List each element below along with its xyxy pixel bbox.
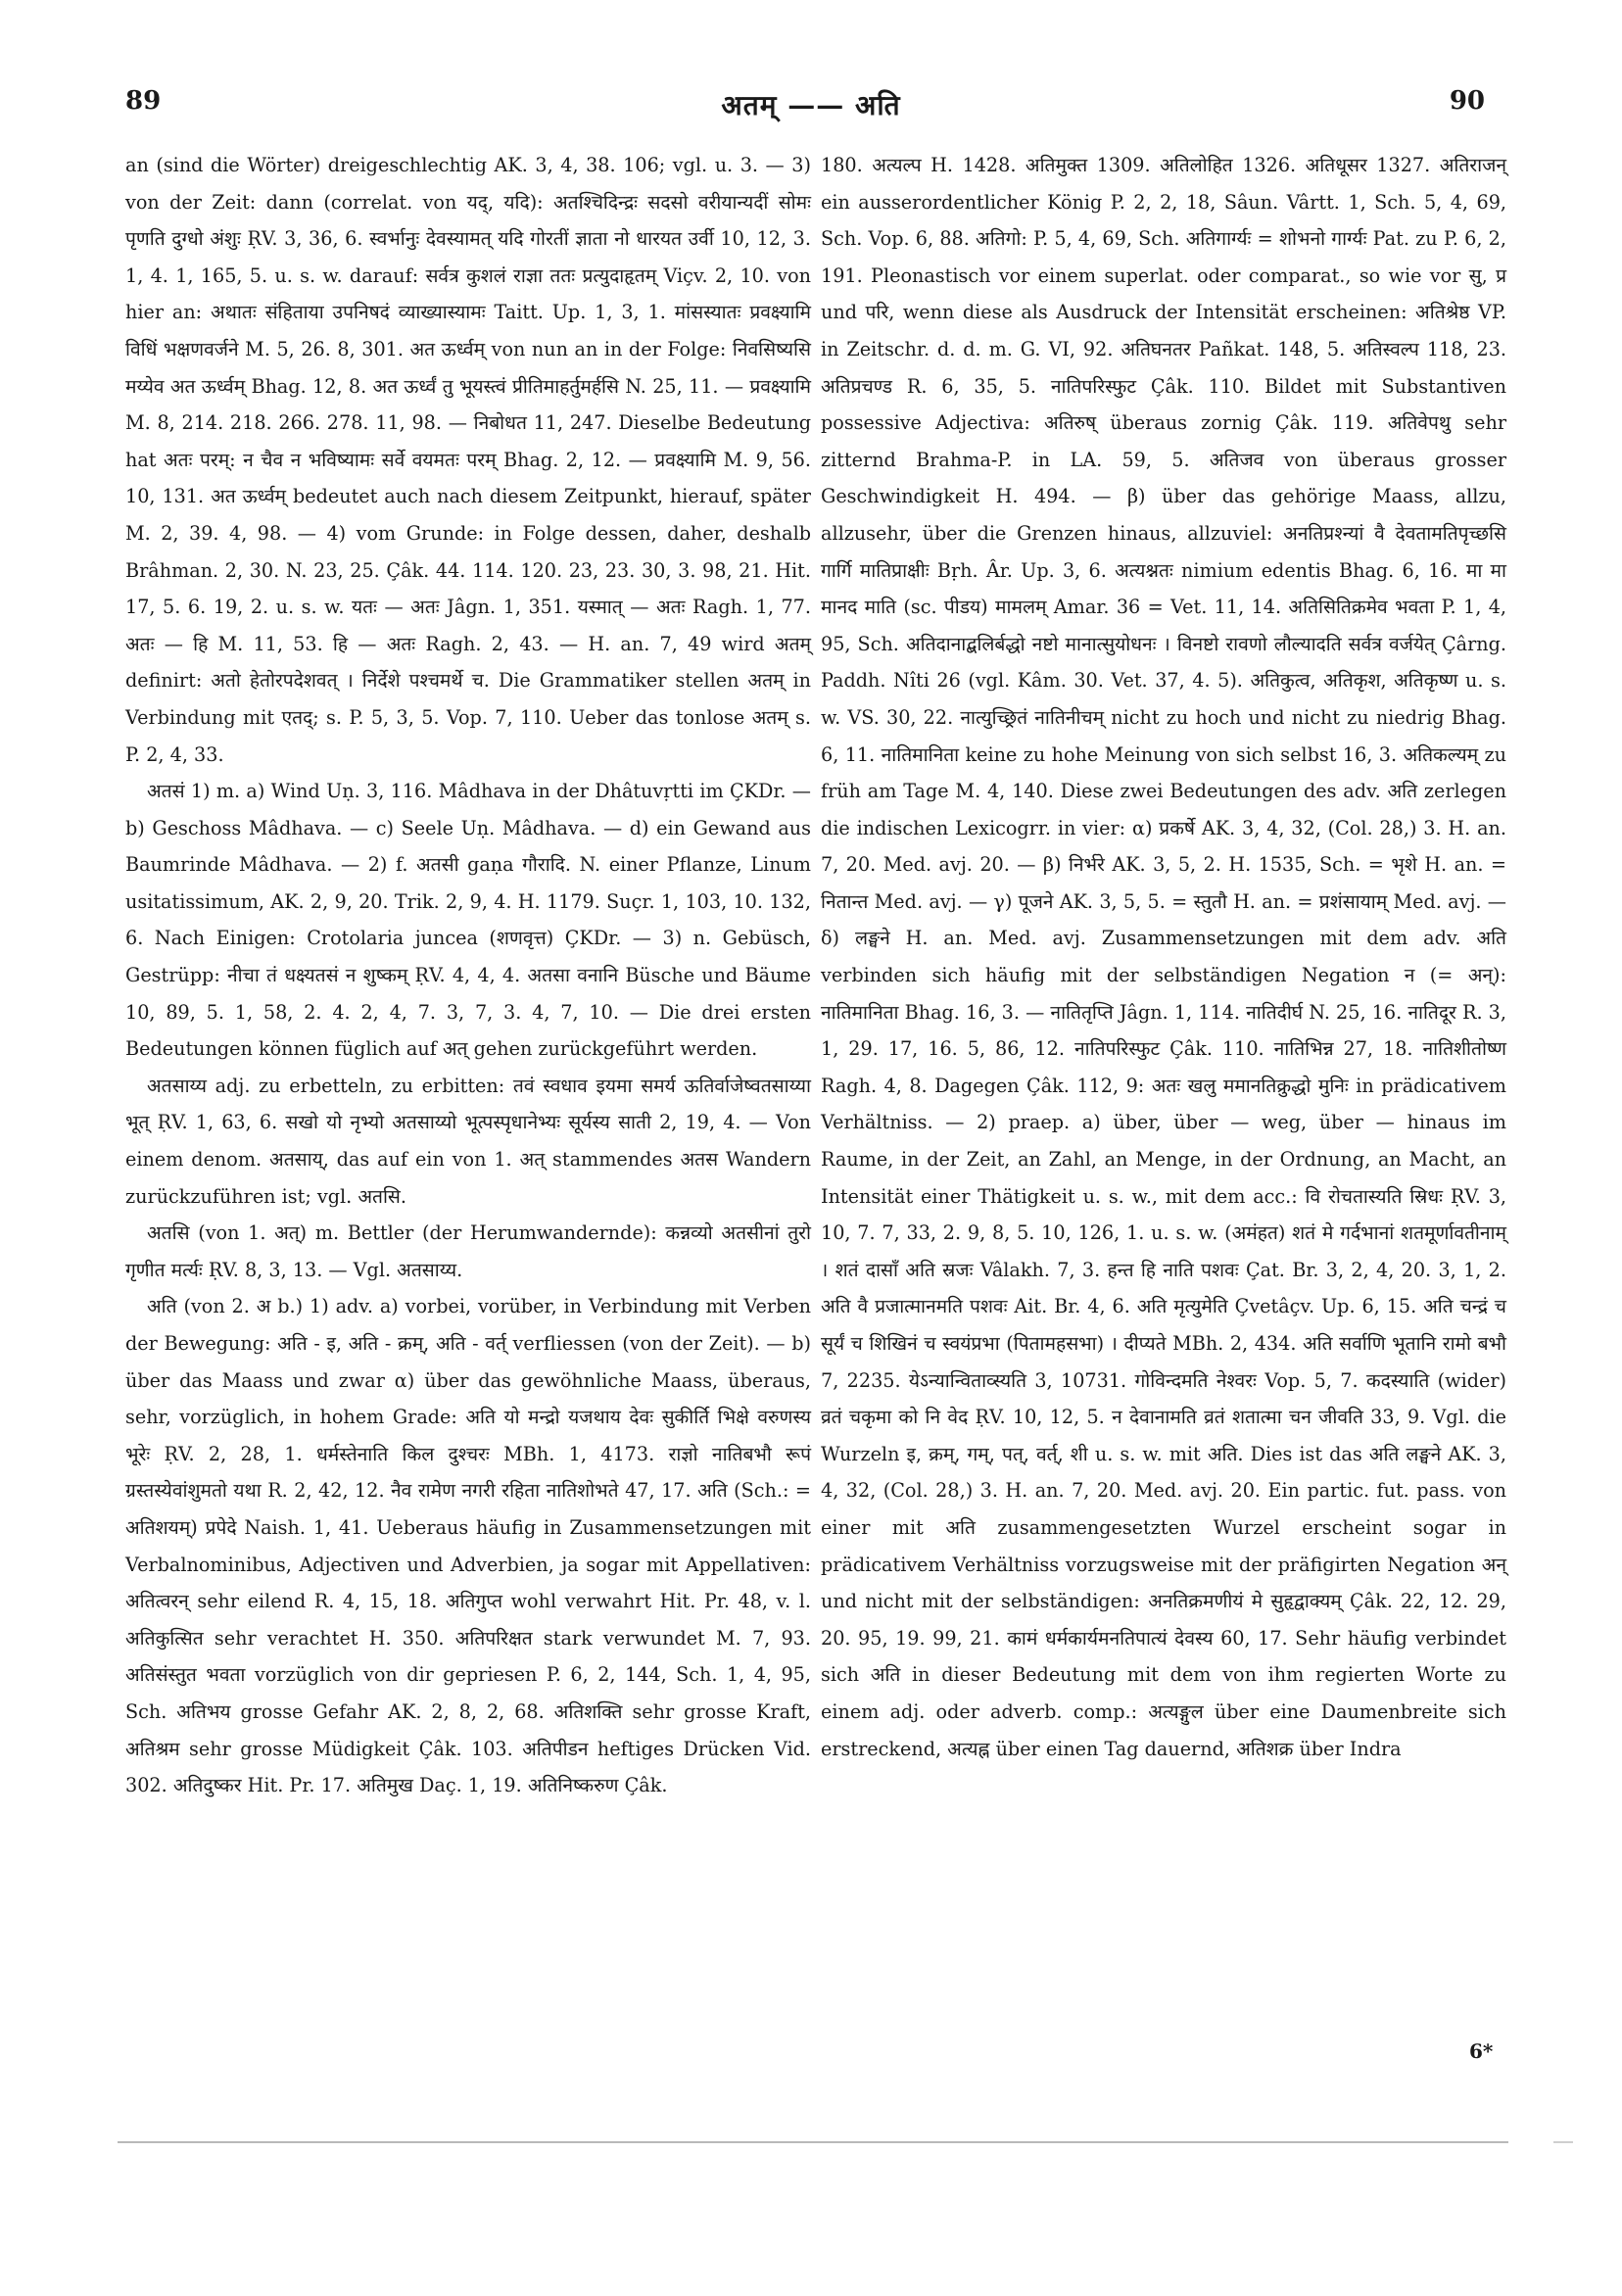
left-entry-ati: अति (von 2. अ b.) 1) adv. a) vorbei, vorüber, in Verbindung mit Verben der Bewegung: अति - इ, अति - क्रम्, अति - वर्त् verfliessen (von der Zeit). — b) über das Maass und zwar α) über das gewöhnliche Maass, überaus, sehr, vorzüglich, in hohem Grade: अति यो मन्द्रो यजथाय देवः सुकीर्ति भिक्षे वरुणस्य भूरेः ṚV. 2, 28, 1. धर्मस्तेनाति किल दुश्चरः MBh. 1, 4173. राज्ञो नातिबभौ रूपं ग्रस्तस्येवांशुमतो यथा R. 2, 42, 12. नैव रामेण नगरी रहिता नातिशोभते 47, 17. अति (Sch.: = अतिशयम्) प्रपेदे Naish. 1, 41. Ueberaus häufig in Zusammensetzungen mit Verbalnominibus, Adjectiven und Adverbien, ja sogar mit Appellativen: अतित्वरन् sehr eilend R. 4, 15, 18. अतिगुप्त wohl verwahrt Hit. Pr. 48, v. l. अतिकुत्सित sehr verachtet H. 350. अतिपरिक्षत stark verwundet M. 7, 93. अतिसंस्तुत भवता vorzüglich von dir gepriesen P. 6, 2, 144, Sch. 1, 4, 95, Sch. अतिभय grosse Gefahr AK. 2, 8, 2, 68. अतिशक्ति sehr grosse Kraft, अतिश्रम sehr grosse Müdigkeit Çâk. 103. अतिपीडन heftiges Drücken Vid. 302. अतिदुष्कर Hit. Pr. 17. अतिमुख Daç. 1, 19. अतिनिष्करुण Çâk.	[125, 1295, 811, 1797]
bottom-rule-fragment	[1553, 2141, 1573, 2143]
left-entry-continuation: an (sind die Wörter) dreigeschlechtig AK. 3, 4, 38. 106; vgl. u. 3. — 3) von der Zeit: dann (correlat. von यद्, यदि): अतश्चिदिन्द्रः सदसो वरीयान्यदीं सोमः पृणति दुग्धो अंशुः ṚV. 3, 36, 6. स्वर्भानुः देवस्यामत् यदि गोरतीं ज्ञाता नो धारयत उर्वी 10, 12, 3. 1, 4. 1, 165, 5. u. s. w. darauf: सर्वत्र कुशलं राज्ञा ततः प्रत्युदाहृतम् Viçv. 2, 10. von hier an: अथातः संहिताया उपनिषदं व्याख्यास्यामः Taitt. Up. 1, 3, 1. मांसस्यातः प्रवक्ष्यामि विधिं भक्षणवर्जने M. 5, 26. 8, 301. अत ऊर्ध्वम् von nun an in der Folge: निवसिष्यसि मय्येव अत ऊर्ध्वम् Bhag. 12, 8. अत ऊर्ध्वं तु भूयस्त्वं प्रीतिमाहर्तुमर्हसि N. 25, 11. — प्रवक्ष्यामि M. 8, 214. 218. 266. 278. 11, 98. — निबोधत 11, 247. Dieselbe Bedeutung hat अतः परम्: न चैव न भविष्यामः सर्वे वयमतः परम् Bhag. 2, 12. — प्रवक्ष्यामि M. 9, 56. 10, 131. अत ऊर्ध्वम् bedeutet auch nach diesem Zeitpunkt, hierauf, später M. 2, 39. 4, 98. — 4) vom Grunde: in Folge dessen, daher, deshalb Brâhman. 2, 30. N. 23, 25. Çâk. 44. 114. 120. 23, 23. 30, 3. 98, 21. Hit. 17, 5. 6. 19, 2. u. s. w. यतः — अतः Jâgn. 1, 351. यस्मात् — अतः Ragh. 1, 77. अतः — हि M. 11, 53. हि — अतः Ragh. 2, 43. — H. an. 7, 49 wird अतम् definirt: अतो हेतोरपदेशवत् । निर्देशे पश्चमर्थे च. Die Grammatiker stellen अतम् in Verbindung mit एतद्; s. P. 5, 3, 5. Vop. 7, 110. Ueber das tonlose अतम् s. P. 2, 4, 33.	[125, 154, 811, 766]
left-entry-atasa: अतसं 1) m. a) Wind Uṇ. 3, 116. Mâdhava in der Dhâtuvṛtti im ÇKDr. — b) Geschoss Mâdhava. — c) Seele Uṇ. Mâdhava. — d) ein Gewand aus Baumrinde Mâdhava. — 2) f. अतसी gaṇa गौरादि. N. einer Pflanze, Linum usitatissimum, AK. 2, 9, 20. Trik. 2, 9, 4. H. 1179. Suçr. 1, 103, 10. 132, 6. Nach Einigen: Crotolaria juncea (शणवृत्त) ÇKDr. — 3) n. Gebüsch, Gestrüpp: नीचा तं धक्ष्यतसं न शुष्कम् ṚV. 4, 4, 4. अतसा वनानि Büsche und Bäume 10, 89, 5. 1, 58, 2. 4. 2, 4, 7. 3, 7, 3. 4, 7, 10. — Die drei ersten Bedeutungen können füglich auf अत् gehen zurückgeführt werden.	[125, 780, 811, 1061]
left-entry-atasi: अतसि (von 1. अत्) m. Bettler (der Herumwandernde): कन्नव्यो अतसीनां तुरो गृणीत मर्त्यः ṚV. 8, 3, 13. — Vgl. अतसाय्य.	[125, 1221, 811, 1281]
page-number-left: 89	[125, 86, 162, 116]
left-entry-atasayya: अतसाय्य adj. zu erbetteln, zu erbitten: तवं स्वधाव इयमा समर्य ऊतिर्वाजेष्वतसाय्या भूत् ṚV. 1, 63, 6. सखो यो नृभ्यो अतसाय्यो भूत्पस्पृधानेभ्यः सूर्यस्य साती 2, 19, 4. — Von einem denom. अतसाय्, das auf ein von 1. अत् stammendes अतस Wandern zurückzuführen ist; vgl. अतसि.	[125, 1074, 811, 1208]
running-headword: अतम् —— अति	[721, 89, 901, 121]
bottom-rule	[118, 2141, 1508, 2143]
right-column	[821, 147, 1506, 1767]
page-number-right: 90	[1449, 86, 1485, 116]
running-header	[0, 86, 1622, 125]
signature-mark: 6*	[1469, 2039, 1494, 2063]
left-column	[125, 147, 811, 1804]
right-entry-ati-continued: 180. अत्यल्प H. 1428. अतिमुक्त 1309. अतिलोहित 1326. अतिधूसर 1327. अतिराजन् ein ausserordentlicher König P. 2, 2, 18, Sâun. Vârtt. 1, Sch. 5, 4, 69, Sch. Vop. 6, 88. अतिगो: P. 5, 4, 69, Sch. अतिगार्ग्यः = शोभनो गार्ग्यः Pat. zu P. 6, 2, 191. Pleonastisch vor einem superlat. oder comparat., so wie vor सु, प्र und परि, wenn diese als Ausdruck der Intensität erscheinen: अतिश्रेष्ठ VP. in Zeitschr. d. d. m. G. VI, 92. अतिघनतर Pañkat. 148, 5. अतिस्वल्प 118, 23. अतिप्रचण्ड R. 6, 35, 5. नातिपरिस्फुट Çâk. 110. Bildet mit Substantiven possessive Adjectiva: अतिरुष् überaus zornig Çâk. 119. अतिवेपथु sehr zitternd Brahma-P. in LA. 59, 5. अतिजव von überaus grosser Geschwindigkeit H. 494. — β) über das gehörige Maass, allzu, allzusehr, über die Grenzen hinaus, allzuviel: अनतिप्रश्न्यां वै देवतामतिपृच्छसि गार्गि मातिप्राक्षीः Bṛh. Âr. Up. 3, 6. अत्यश्नतः nimium edentis Bhag. 6, 16. मा मा मानद माति (sc. पीडय) मामलम् Amar. 36 = Vet. 11, 14. अतिसितिक्रमेव भवता P. 1, 4, 95, Sch. अतिदानाद्बलिर्बद्धो नष्टो मानात्सुयोधनः । विनष्टो रावणो लौल्यादति सर्वत्र वर्जयेत् Çârng. Paddh. Nîti 26 (vgl. Kâm. 30. Vet. 37, 4. 5). अतिकुत्व, अतिकृश, अतिकृष्ण u. s. w. VS. 30, 22. नात्युच्छ्रितं नातिनीचम् nicht zu hoch und nicht zu niedrig Bhag. 6, 11. नातिमानिता keine zu hohe Meinung von sich selbst 16, 3. अतिकल्यम् zu früh am Tage M. 4, 140. Diese zwei Bedeutungen des adv. अति zerlegen die indischen Lexicogrr. in vier: α) प्रकर्षे AK. 3, 4, 32, (Col. 28,) 3. H. an. 7, 20. Med. avj. 20. — β) निर्भरे AK. 3, 5, 2. H. 1535, Sch. = भृशे H. an. = नितान्त Med. avj. — γ) पूजने AK. 3, 5, 5. = स्तुतौ H. an. = प्रशंसायाम् Med. avj. — δ) लङ्घने H. an. Med. avj. Zusammensetzungen mit dem adv. अति verbinden sich häufig mit der selbständigen Negation न (= अन्): नातिमानिता Bhag. 16, 3. — नातितृप्ति Jâgn. 1, 114. नातिदीर्घ N. 25, 16. नातिदूर R. 3, 1, 29. 17, 16. 5, 86, 12. नातिपरिस्फुट Çâk. 110. नातिभिन्न 27, 18. नातिशीतोष्ण Ragh. 4, 8. Dagegen Çâk. 112, 9: अतः खलु ममानतिक्रुद्धो मुनिः in prädicativem Verhältniss. — 2) praep. a) über, über — weg, über — hinaus im Raume, in der Zeit, an Zahl, an Menge, in der Ordnung, an Macht, an Intensität einer Thätigkeit u. s. w., mit dem acc.: वि रोचतास्यति स्रिधः ṚV. 3, 10, 7. 7, 33, 2. 9, 8, 5. 10, 126, 1. u. s. w. (अमंहत) शतं मे गर्दभानां शतमूर्णावतीनाम् । शतं दासाँ अति स्रजः Vâlakh. 7, 3. हन्त हि नाति पशवः Çat. Br. 3, 2, 4, 20. 3, 1, 2. अति वै प्रजात्मानमति पशवः Ait. Br. 4, 6. अति मृत्युमेति Çvetâçv. Up. 6, 15. अति चन्द्रं च सूर्यं च शिखिनं च स्वयंप्रभा (पितामहसभा) । दीप्यते MBh. 2, 434. अति सर्वाणि भूतानि रामो बभौ 7, 2235. येऽन्यान्विताव्स्यति 3, 10731. गोविन्दमति नेश्वरः Vop. 5, 7. कदस्याति (wider) व्रतं चकृमा को नि वेद ṚV. 10, 12, 5. न देवानामति व्रतं शतात्मा चन जीवति 33, 9. Vgl. die Wurzeln इ, क्रम्, गम्, पत्, वर्त्, शी u. s. w. mit अति. Dies ist das अति लङ्घने AK. 3, 4, 32, (Col. 28,) 3. H. an. 7, 20. Med. avj. 20. Ein partic. fut. pass. von einer mit अति zusammengesetzten Wurzel erscheint sogar in prädicativem Verhältniss vorzugsweise mit der präfigirten Negation अन् und nicht mit der selbständigen: अनतिक्रमणीयं मे सुहृद्वाक्यम् Çâk. 22, 12. 29, 20. 95, 19. 99, 21. कामं धर्मकार्यमनतिपात्यं देवस्य 60, 17. Sehr häufig verbindet sich अति in dieser Bedeutung mit dem von ihm regierten Worte zu einem adj. oder adverb. comp.: अत्यङ्गुल über eine Daumenbreite sich erstreckend, अत्यह्न über einen Tag dauernd, अतिशक्र über Indra	[821, 154, 1506, 1760]
